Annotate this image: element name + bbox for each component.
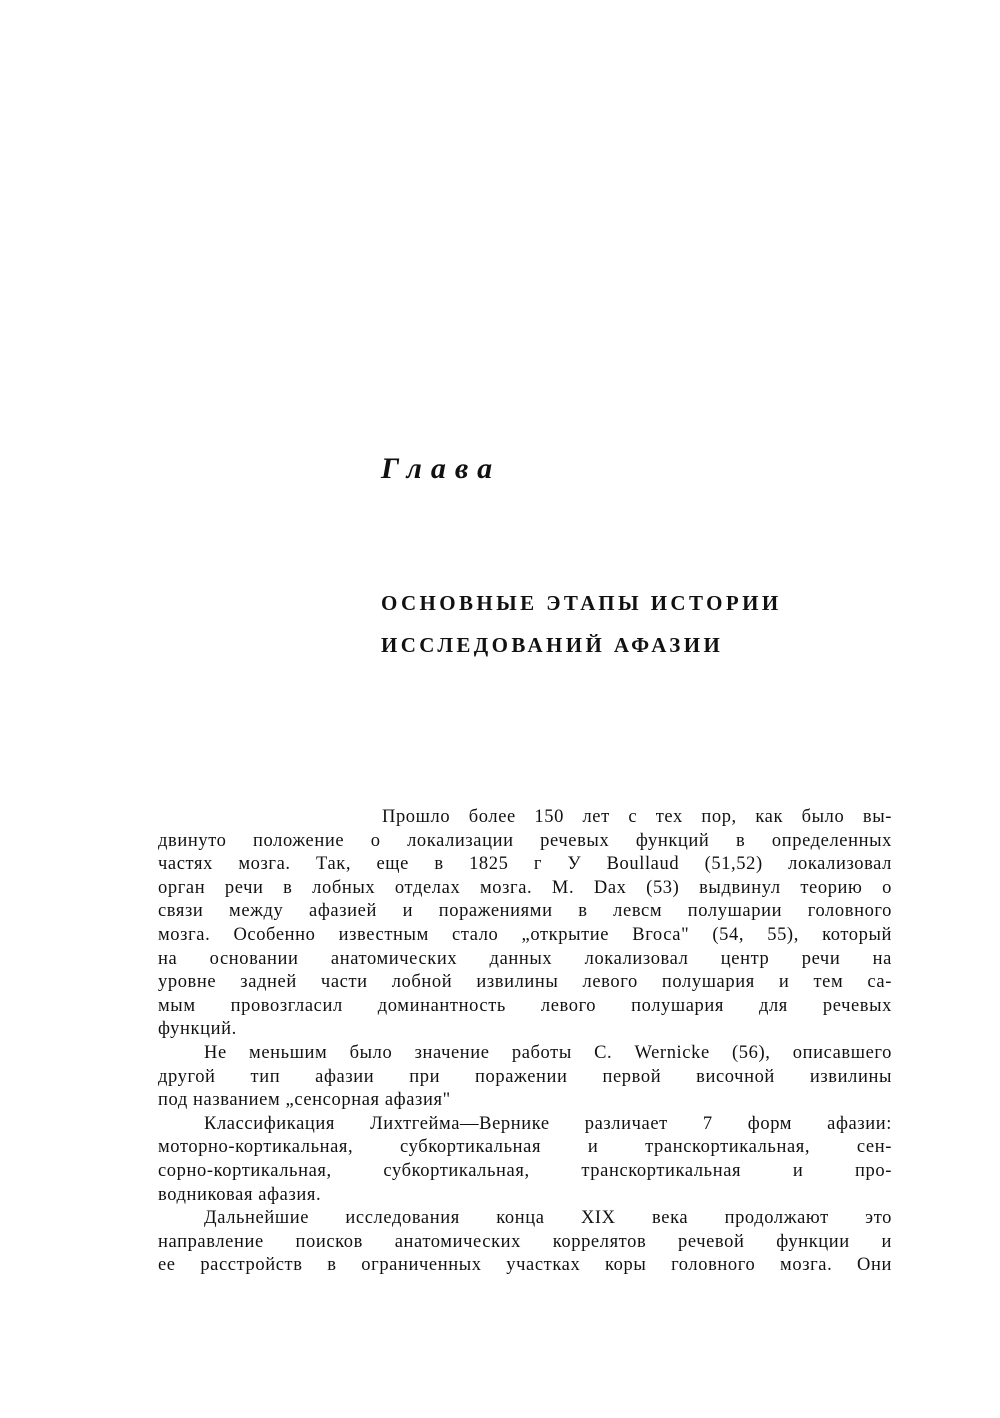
text-line: Дальнейшие исследования конца XIX века продолжают это — [204, 1208, 892, 1229]
text-line: орган речи в лобных отделах мозга. M. Dax (53) выдвинул теорию о — [158, 877, 892, 898]
paragraph-2 — [158, 1042, 892, 1113]
paragraph-1 — [158, 806, 892, 1042]
text-line: функций. — [158, 1019, 237, 1040]
text-line: на основании анатомических данных локализовал центр речи на — [158, 948, 892, 969]
text-line: водниковая афазия. — [158, 1184, 322, 1205]
text-line: другой тип афазии при поражении первой височной извилины — [158, 1066, 892, 1087]
text-line: связи между афазией и поражениями в левсм полушарии головного — [158, 901, 892, 922]
chapter-title-line-1: ОСНОВНЫЕ ЭТАПЫ ИСТОРИИ — [381, 591, 782, 615]
chapter-label: Глава — [381, 452, 502, 485]
text-line: Прошло более 150 лет с тех пор, как было вы- — [382, 807, 892, 827]
paragraph-3 — [158, 1113, 892, 1207]
text-line: под названием „сенсорная афазия" — [158, 1090, 451, 1111]
body-text — [158, 806, 892, 1278]
text-line: направление поисков анатомических коррелятов речевой функции и — [158, 1231, 892, 1252]
text-line: Классификация Лихтгейма—Вернике различает 7 форм афазии: — [204, 1113, 892, 1134]
text-line: мозга. Особенно известным стало „открытие Вгоса" (54, 55), который — [158, 924, 892, 945]
chapter-title-line-2: ИССЛЕДОВАНИЙ АФАЗИИ — [381, 633, 724, 657]
text-line: моторно-кортикальная, субкортикальная и транскортикальная, сен- — [158, 1137, 892, 1158]
text-line: мым провозгласил доминантность левого полушария для речевых — [158, 995, 892, 1016]
text-line: Не меньшим было значение работы С. Wernicke (56), описавшего — [204, 1042, 892, 1063]
text-line: двинуто положение о локализации речевых функций в определенных — [158, 830, 892, 851]
text-line: уровне задней части лобной извилины левого полушария и тем са- — [158, 972, 892, 993]
text-line: частях мозга. Так, еще в 1825 г У Boullaud (51,52) локализовал — [158, 854, 892, 875]
text-line: сорно-кортикальная, субкортикальная, транскортикальная и про- — [158, 1160, 892, 1181]
text-line: ее расстройств в ограниченных участках коры головного мозга. Они — [158, 1255, 892, 1276]
paragraph-4 — [158, 1207, 892, 1278]
